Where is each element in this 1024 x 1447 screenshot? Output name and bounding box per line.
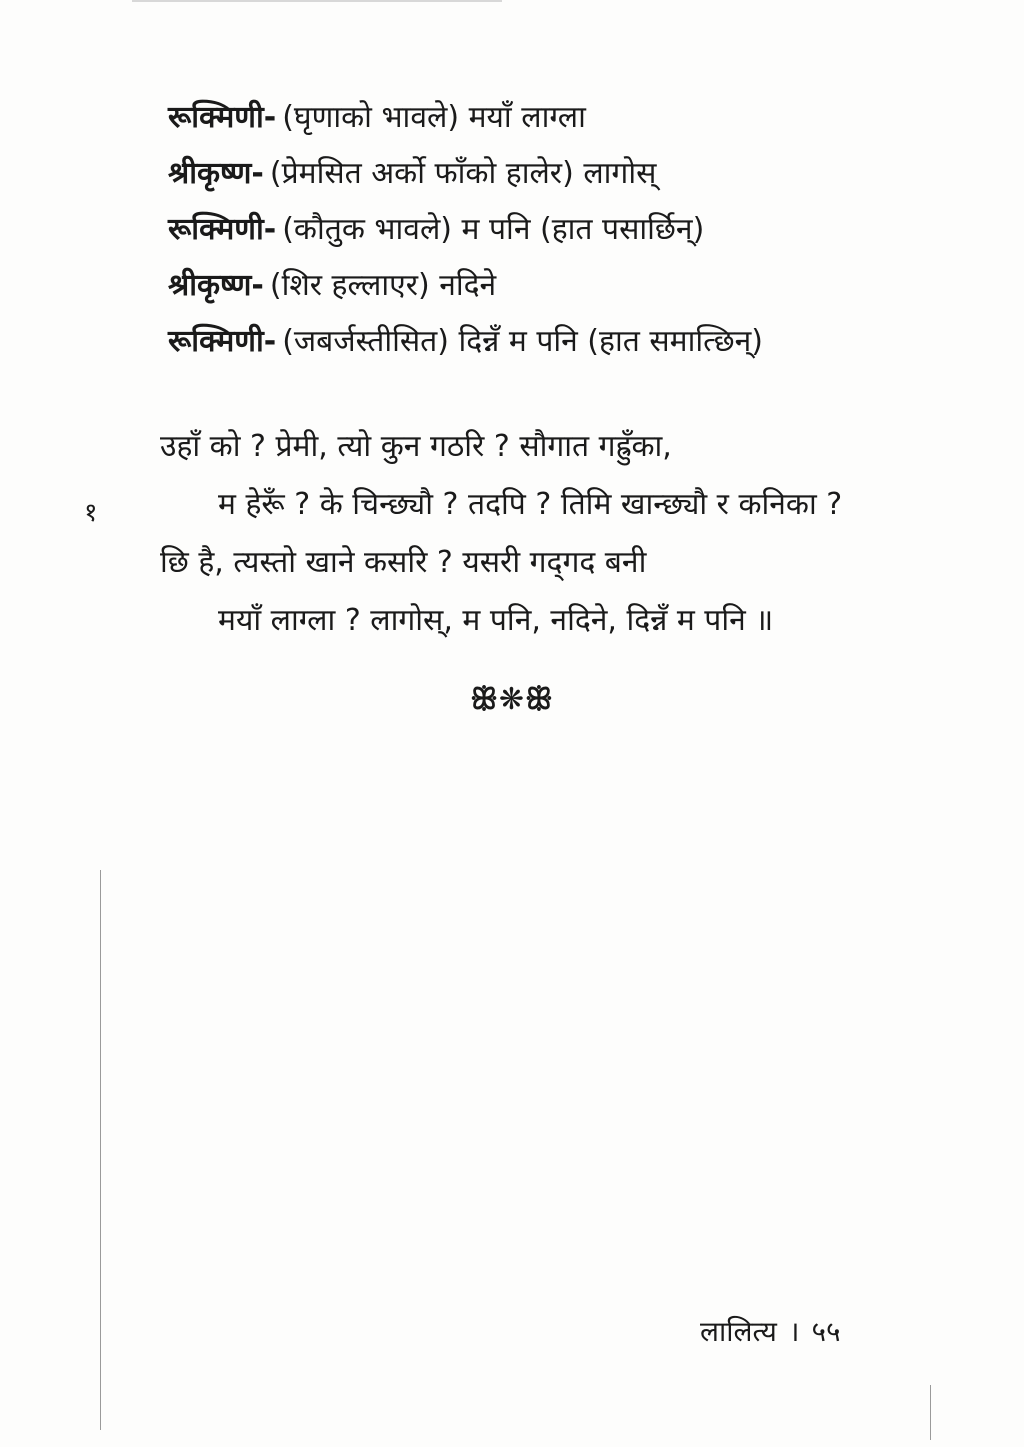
dialogue-line bbox=[168, 146, 948, 202]
verse-line: म हेरूँ ? के चिन्छ्यौ ? तदपि ? तिमि खान्छ्यौ र कनिका ? bbox=[218, 487, 843, 522]
dialogue-line bbox=[168, 202, 948, 258]
speech-text: (प्रेमसित अर्को फाँको हालेर) लागोस् bbox=[269, 156, 657, 191]
speech-text: (जबर्जस्तीसित) दिन्नँ म पनि (हात समात्छिन्) bbox=[282, 324, 763, 359]
dialogue-line bbox=[168, 258, 948, 314]
verse-line: मयाँ लाग्ला ? लागोस्, म पनि, नदिने, दिन्नँ म पनि ॥ bbox=[218, 603, 774, 638]
margin-mark: १ bbox=[84, 498, 98, 528]
dialogue-line bbox=[168, 314, 948, 370]
page-number: ५५ bbox=[811, 1315, 841, 1348]
speaker-name: रूक्मिणी- bbox=[168, 100, 277, 135]
dialogue-block bbox=[168, 90, 948, 370]
verse-line: छि है, त्यस्तो खाने कसरि ? यसरी गद्‌गद बनी bbox=[160, 545, 647, 580]
speaker-name: रूक्मिणी- bbox=[168, 212, 277, 247]
dialogue-line bbox=[168, 90, 948, 146]
speaker-name: श्रीकृष्ण- bbox=[168, 268, 264, 303]
book-title: लालित्य bbox=[700, 1315, 777, 1348]
ornament-divider-icon: ꕥ❋ꕥ bbox=[470, 682, 554, 717]
left-margin-rule bbox=[100, 870, 101, 1430]
page-footer bbox=[700, 1312, 841, 1350]
speaker-name: रूक्मिणी- bbox=[168, 324, 277, 359]
footer-separator: । bbox=[788, 1315, 800, 1348]
speaker-name: श्रीकृष्ण- bbox=[168, 156, 264, 191]
verse-line: उहाँ को ? प्रेमी, त्यो कुन गठरि ? सौगात गह्रुँका, bbox=[160, 429, 672, 464]
speech-text: (शिर हल्लाएर) नदिने bbox=[269, 268, 497, 303]
right-margin-rule bbox=[930, 1385, 931, 1440]
speech-text: (कौतुक भावले) म पनि (हात पसार्छिन्) bbox=[282, 212, 705, 247]
top-edge-line bbox=[132, 0, 502, 2]
speech-text: (घृणाको भावले) मयाँ लाग्ला bbox=[282, 100, 586, 135]
verse-block bbox=[160, 418, 940, 650]
